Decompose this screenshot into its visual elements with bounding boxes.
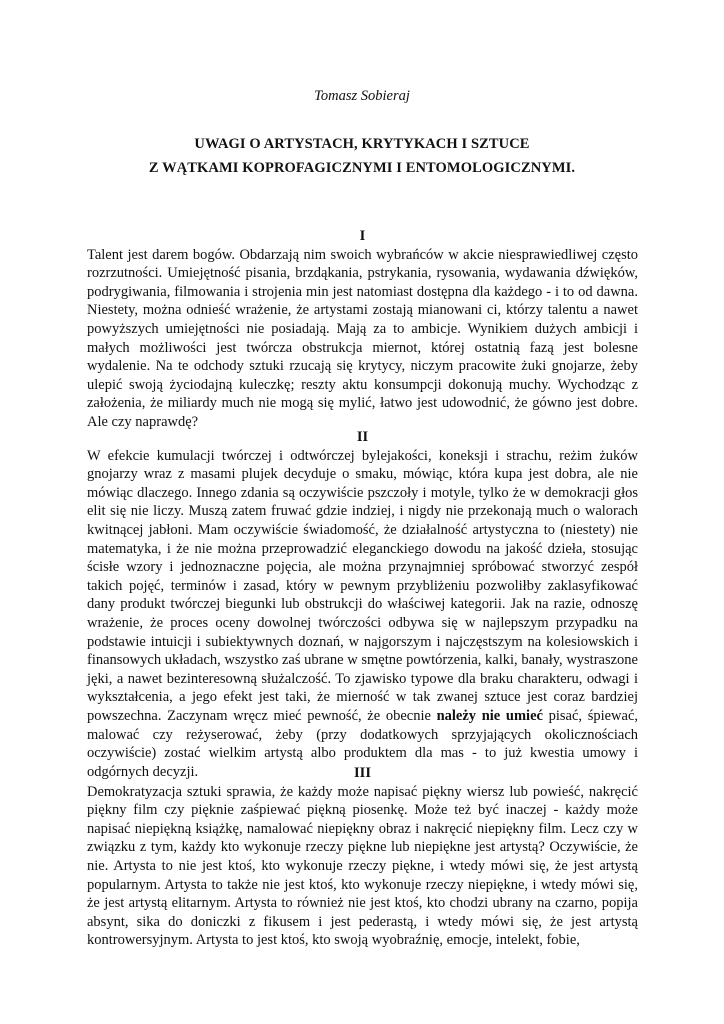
paragraph-text: pisać, śpiewać, malować czy reżyserować, żeby (przy dodatkowych sprzyjających okolicznościach oczywiście) zostać wielkim artystą albo produktem dla mas - to już kwestia umowy i odgórnych decyzji. bbox=[87, 707, 639, 780]
author-name: Tomasz Sobieraj bbox=[314, 88, 410, 104]
section-3 bbox=[87, 764, 638, 950]
section-2 bbox=[87, 428, 638, 781]
section-heading: III bbox=[354, 765, 371, 781]
section-heading: I bbox=[359, 228, 366, 244]
title-line-1: UWAGI O ARTYSTACH, KRYTYKACH I SZTUCE bbox=[194, 136, 530, 152]
section-heading: II bbox=[356, 429, 369, 445]
section-paragraph: Talent jest darem bogów. Obdarzają nim swoich wybrańców w akcie niesprawiedliwej często rozrzutności. Umiejętność pisania, brzdąkania, pstrykania, rysowania, wydawania dźwięków, podrygiwania, filmowania i strojenia min jest natomiast dostępna dla każdego - i to od dawna. Niestety, można odnieść wrażenie, że artystami zostają mianowani ci, którzy talentu a nawet powyższych umiejętności nie posiadają. Mają za to ambicje. Wynikiem dużych ambicji i małych możliwości jest twórcza obstrukcja miernot, której ostatnią fazą jest bolesne wydalenie. Na te odchody sztuki rzucają się krytycy, niczym pracowite żuki gnojarze, żeby ulepić swoją życiodajną kuleczkę; reszty aktu konsumpcji dokonują muchy. Wychodząc z założenia, że miliardy much nie mogą się mylić, łatwo jest udowodnić, że gówno jest dobre. Ale czy naprawdę? bbox=[87, 246, 638, 430]
title-line-2: Z WĄTKAMI KOPROFAGICZNYMI I ENTOMOLOGICZNYMI. bbox=[148, 160, 576, 176]
section-paragraph bbox=[87, 447, 638, 782]
section-1 bbox=[87, 227, 638, 432]
paragraph-text: W efekcie kumulacji twórczej i odtwórczej bylejakości, koneksji i strachu, reżim żuków gnojarzy wraz z masami plujek decyduje o smaku, mówiąc, która kupa jest dobra, ale nie mówiąc dlaczego. Innego zdania są oczywiście pszczoły i motyle, tylko że w demokracji głos elit się nie liczy. Muszą zatem fruwać gdzie indziej, i nigdy nie przekonają much o walorach kwitnącej jabłoni. Mam oczywiście świadomość, że działalność artystyczna to (niestety) nie matematyka, i że nie można przeprowadzić eleganckiego dowodu na jakość dzieła, stosując ścisłe wzory i jednoznaczne pojęcia, ale można przynajmniej spróbować stworzyć zespół takich pojęć, terminów i zasad, który w pewnym przybliżeniu pozwoliłby zaklasyfikować dany produkt twórczej biegunki lub obstrukcji do właściwej kategorii. Jak na razie, odnoszę wrażenie, że proces oceny dowolnej twórczości odbywa się w najlepszym przypadku na podstawie intuicji i subiektywnych doznań, w najgorszym i najczęstszym na kolesiowskich i finansowych układach, wszystko zaś ubrane w smętne powtórzenia, kalki, banały, wystraszone jęki, a nawet bezinteresowną służalczość. To zjawisko typowe dla braku charakteru, odwagi i wykształcenia, a jego efekt jest taki, że mierność w tak zwanej sztuce jest coraz bardziej powszechna. Zaczynam wręcz mieć pewność, że obecnie bbox=[87, 447, 638, 724]
bold-phrase: należy nie umieć bbox=[436, 707, 543, 724]
section-paragraph: Demokratyzacja sztuki sprawia, że każdy może napisać piękny wiersz lub powieść, nakręcić piękny film czy pięknie zaśpiewać piękną piosenkę. Może też być inaczej - każdy może napisać niepiękną książkę, namalować niepiękny obraz i nakręcić niepiękny film. Lecz czy w związku z tym, każdy kto wykonuje rzeczy piękne lub niepiękne jest artystą? Oczywiście, że nie. Artysta to nie jest ktoś, kto wykonuje rzeczy piękne, i wtedy mówi się, że jest artystą popularnym. Artysta to także nie jest ktoś, kto wykonuje rzeczy niepiękne, i wtedy mówi się, że jest artystą elitarnym. Artysta to również nie jest ktoś, kto chodzi ubrany na czarno, popija absynt, sika do doniczki z fikusem i jest pederastą, i wtedy mówi się, że jest artystą kontrowersyjnym. Artysta to jest ktoś, kto swoją wyobraźnię, emocje, intelekt, fobie, bbox=[87, 783, 638, 949]
